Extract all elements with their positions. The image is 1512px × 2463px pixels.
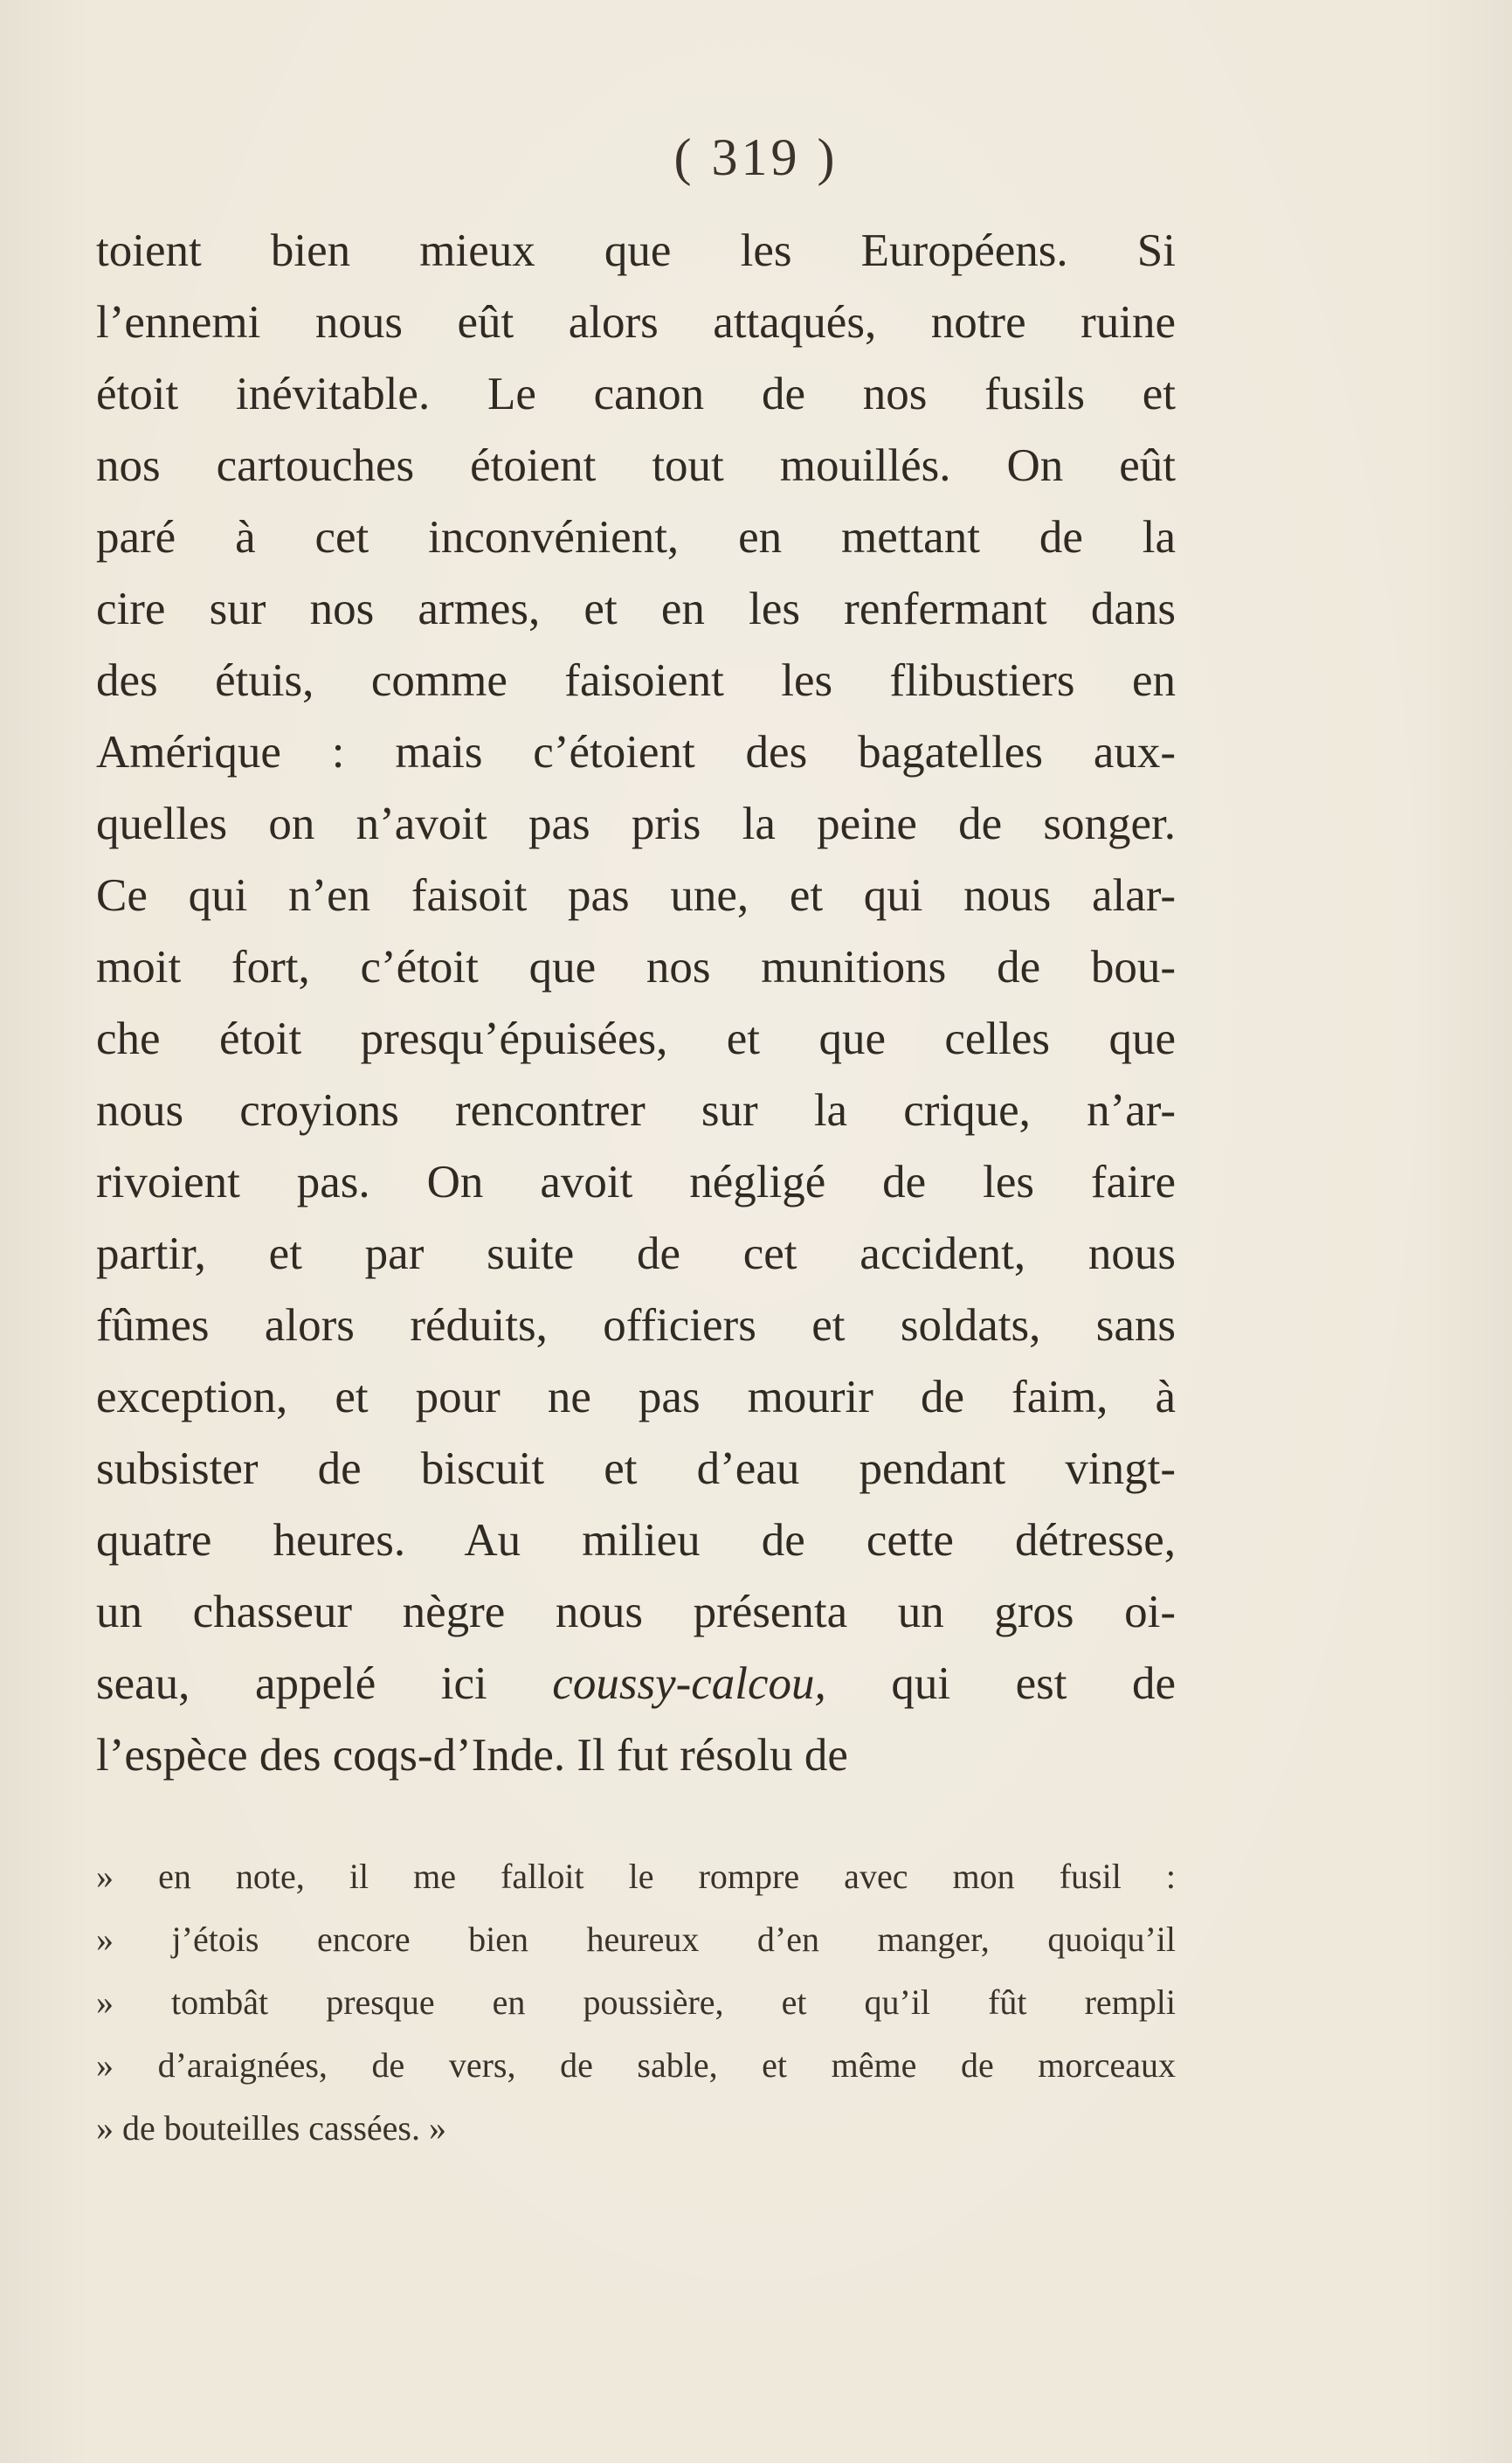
footnote-line: » de bouteilles cassées. » bbox=[96, 2108, 446, 2148]
text-line: toient bien mieux que les Européens. Si bbox=[96, 225, 1176, 276]
text-line: étoit inévitable. Le canon de nos fusils et bbox=[96, 369, 1176, 419]
text-line: cire sur nos armes, et en les renfermant dans bbox=[96, 584, 1176, 634]
footnote-line: » tombât presque en poussière, et qu’il fût rempli bbox=[96, 1982, 1176, 2022]
italic-term: coussy-calcou, bbox=[552, 1658, 826, 1709]
text-line: quatre heures. Au milieu de cette détresse, bbox=[96, 1515, 1176, 1566]
main-text bbox=[96, 215, 1176, 1791]
text-line: l’ennemi nous eût alors attaqués, notre ruine bbox=[96, 297, 1176, 348]
text-segment: seau, appelé ici bbox=[96, 1658, 487, 1709]
text-line: paré à cet inconvénient, en mettant de la bbox=[96, 512, 1176, 563]
text-line: fûmes alors réduits, officiers et soldats, sans bbox=[96, 1300, 1176, 1351]
text-line: che étoit presqu’épuisées, et que celles que bbox=[96, 1014, 1176, 1064]
footnote-line: » d’araignées, de vers, de sable, et même de morceaux bbox=[96, 2045, 1176, 2085]
text-line: exception, et pour ne pas mourir de faim, à bbox=[96, 1372, 1176, 1422]
text-line: moit fort, c’étoit que nos munitions de bou- bbox=[96, 942, 1176, 993]
footnote-block bbox=[96, 1845, 1176, 2160]
text-line: des étuis, comme faisoient les flibustiers en bbox=[96, 655, 1176, 706]
text-line: un chasseur nègre nous présenta un gros oi- bbox=[96, 1587, 1176, 1637]
page-number: ( 319 ) bbox=[673, 128, 839, 186]
text-line: Ce qui n’en faisoit pas une, et qui nous alar- bbox=[96, 870, 1176, 921]
text-segment: qui est de bbox=[891, 1658, 1176, 1709]
text-line: partir, et par suite de cet accident, nous bbox=[96, 1228, 1176, 1279]
footnote-line: » en note, il me falloit le rompre avec mon fusil : bbox=[96, 1857, 1176, 1896]
text-line: rivoient pas. On avoit négligé de les faire bbox=[96, 1157, 1176, 1207]
text-line: l’espèce des coqs-d’Inde. Il fut résolu de bbox=[96, 1730, 848, 1781]
text-line: Amérique : mais c’étoient des bagatelles aux- bbox=[96, 727, 1176, 778]
text-line: subsister de biscuit et d’eau pendant vingt- bbox=[96, 1443, 1176, 1494]
text-line: nous croyions rencontrer sur la crique, n’ar- bbox=[96, 1085, 1176, 1136]
text-line: quelles on n’avoit pas pris la peine de songer. bbox=[96, 799, 1176, 849]
text-line: nos cartouches étoient tout mouillés. On eût bbox=[96, 440, 1176, 491]
footnote-line: » j’étois encore bien heureux d’en manger, quoiqu’il bbox=[96, 1920, 1176, 1959]
text-line-with-italic bbox=[96, 1648, 1176, 1719]
